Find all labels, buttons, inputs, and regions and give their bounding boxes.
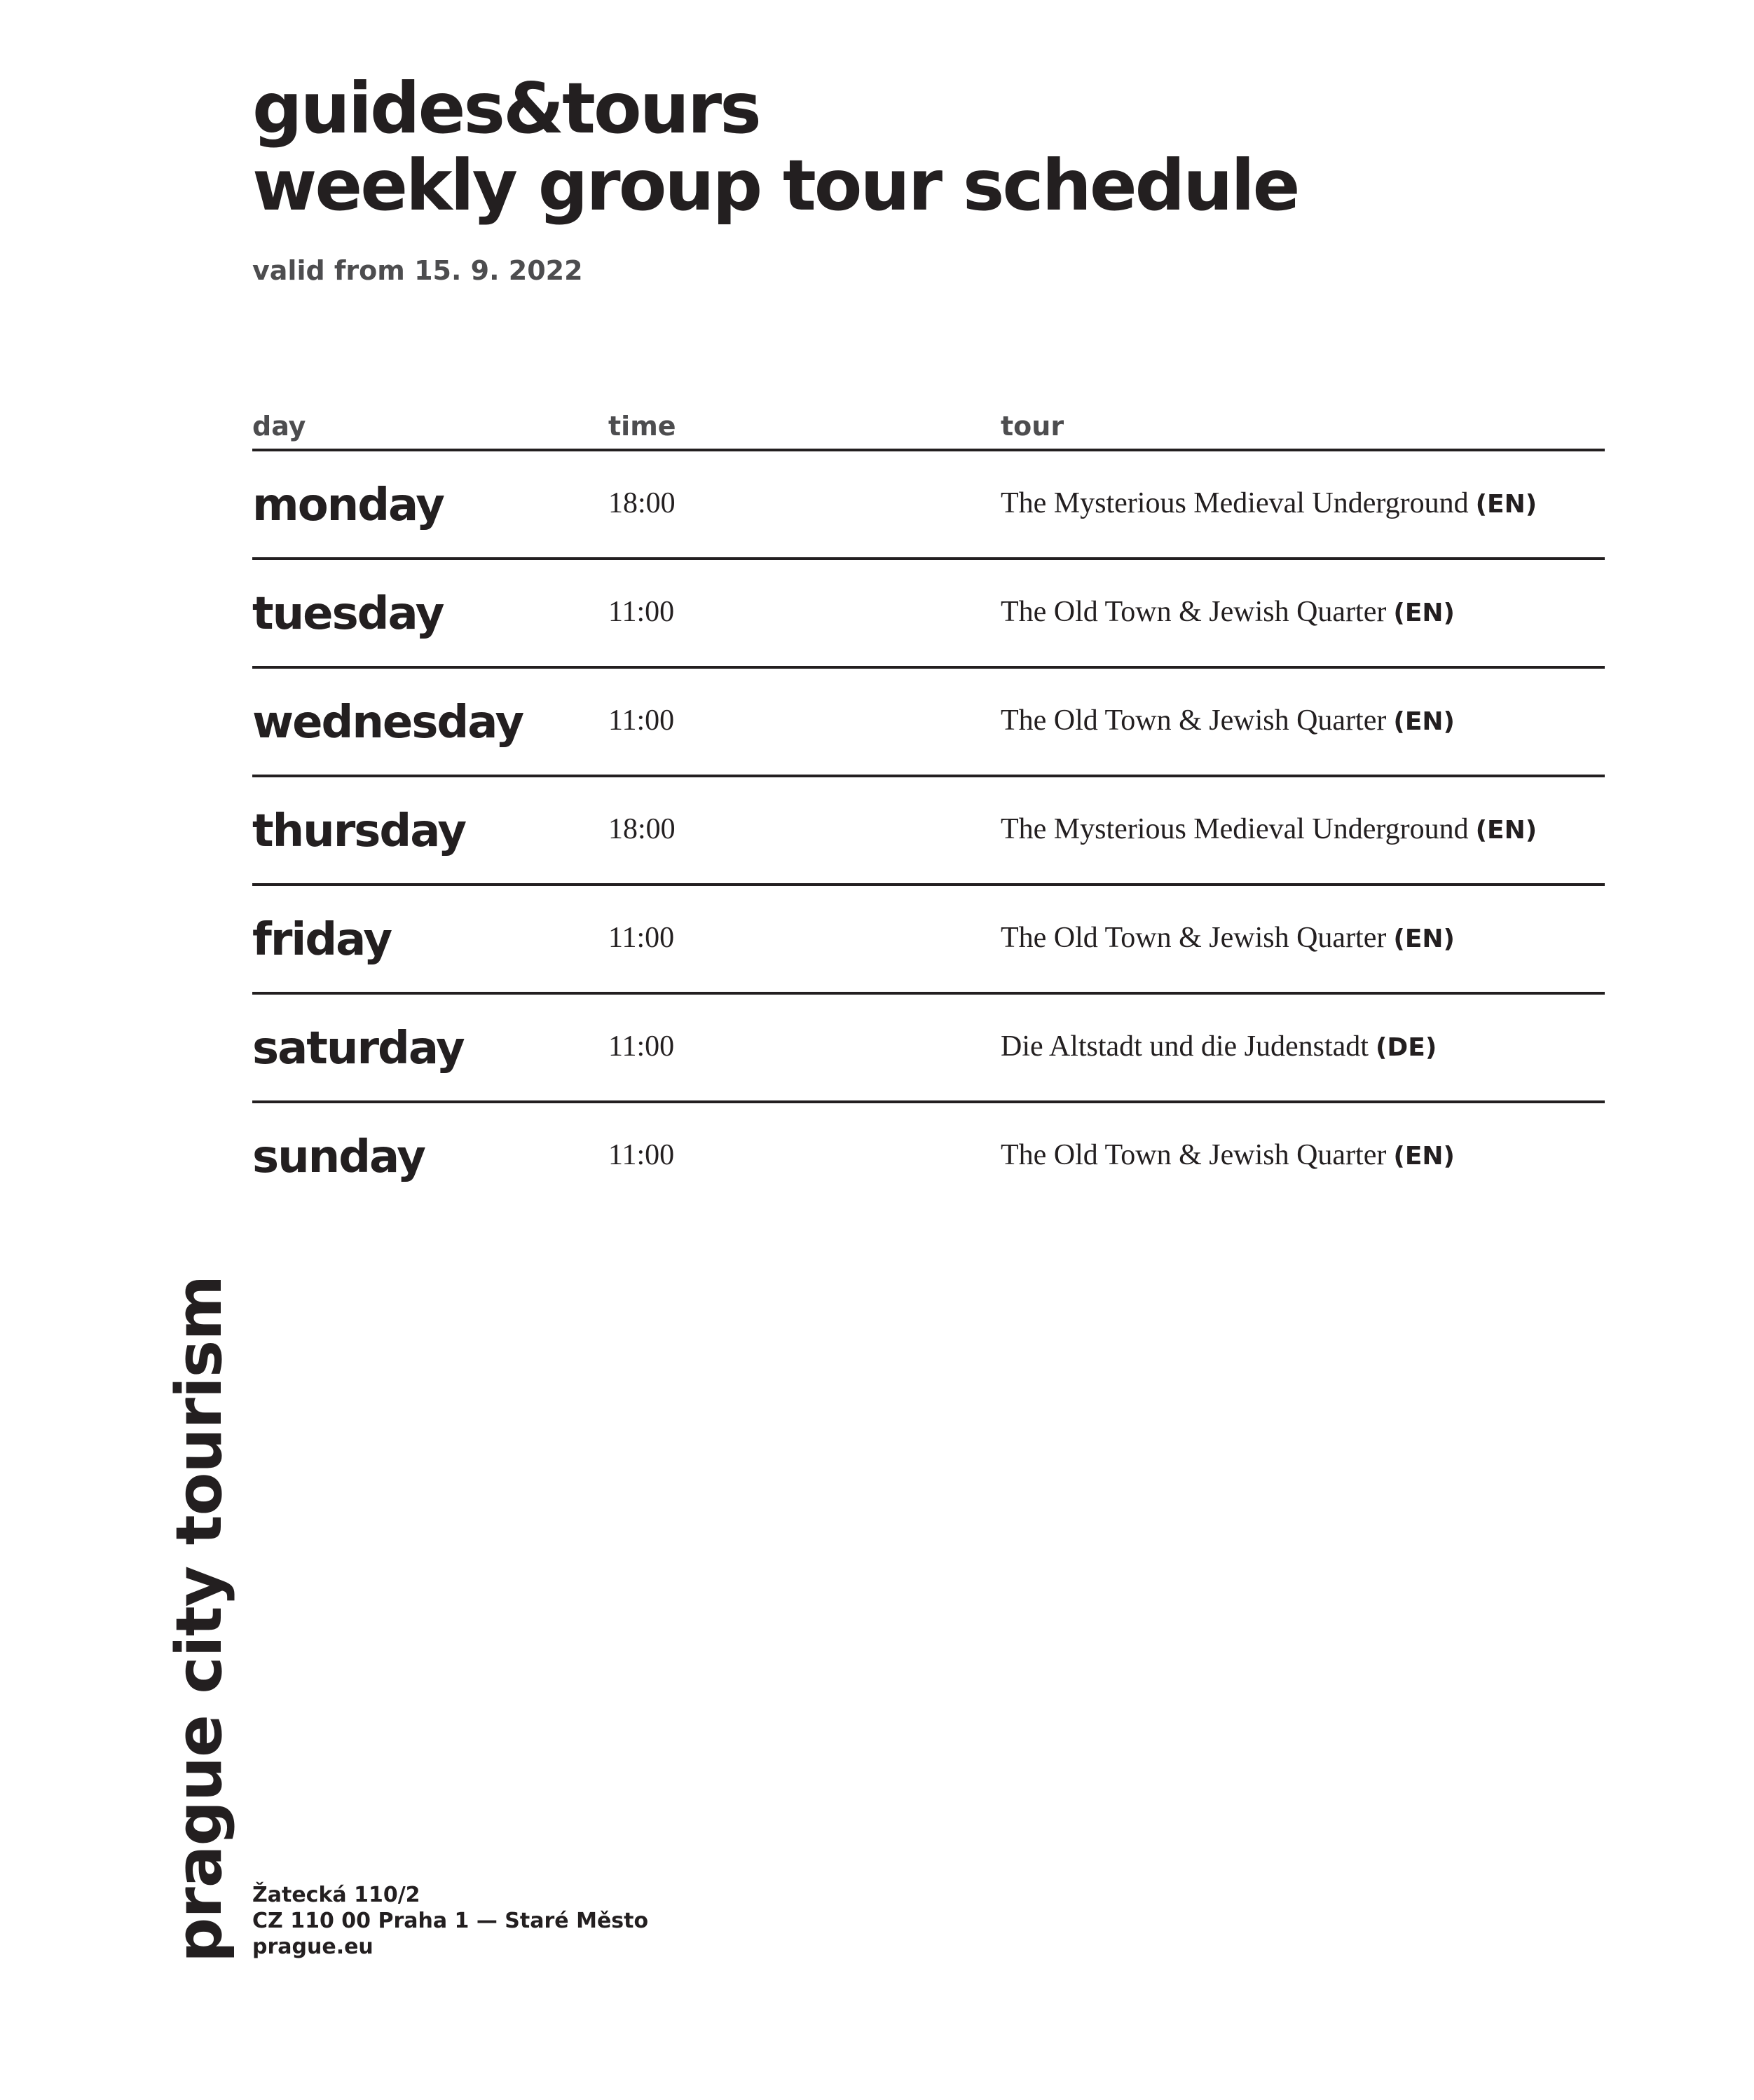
tour-language: (EN) xyxy=(1393,707,1455,736)
tour-language: (EN) xyxy=(1475,490,1537,519)
tour-name: The Old Town & Jewish Quarter xyxy=(1001,1139,1387,1171)
tour-language: (EN) xyxy=(1393,925,1455,953)
table-row xyxy=(252,777,1605,886)
time-cell: 11:00 xyxy=(608,922,675,954)
brand-wordmark: prague city tourism xyxy=(163,1275,236,1963)
tour-name: The Mysterious Medieval Underground xyxy=(1001,813,1469,845)
time-cell: 11:00 xyxy=(608,1139,675,1171)
table-header xyxy=(252,403,1605,451)
tour-language: (EN) xyxy=(1393,599,1455,627)
column-header-day: day xyxy=(252,411,306,442)
column-header-tour: tour xyxy=(1001,411,1064,442)
tour-cell xyxy=(1001,595,1455,629)
column-header-time: time xyxy=(608,411,676,442)
page-title: weekly group tour schedule xyxy=(252,144,1299,226)
tour-name: Die Altstadt und die Judenstadt xyxy=(1001,1030,1369,1063)
tour-cell xyxy=(1001,486,1537,520)
day-cell: monday xyxy=(252,479,444,531)
time-cell: 18:00 xyxy=(608,487,676,519)
day-cell: thursday xyxy=(252,805,466,857)
table-row xyxy=(252,669,1605,777)
address-street: Žatecká 110/2 xyxy=(252,1883,420,1907)
tour-language: (DE) xyxy=(1375,1033,1437,1062)
time-cell: 18:00 xyxy=(608,813,676,845)
tour-name: The Old Town & Jewish Quarter xyxy=(1001,922,1387,954)
time-cell: 11:00 xyxy=(608,704,675,737)
table-row xyxy=(252,560,1605,669)
schedule-table xyxy=(252,403,1605,1209)
table-row xyxy=(252,995,1605,1103)
valid-from-date: valid from 15. 9. 2022 xyxy=(252,255,583,286)
page-title-brand: guides&tours xyxy=(252,67,760,149)
tour-name: The Mysterious Medieval Underground xyxy=(1001,487,1469,519)
tour-language: (EN) xyxy=(1475,816,1537,845)
time-cell: 11:00 xyxy=(608,1030,675,1063)
table-row xyxy=(252,1103,1605,1209)
time-cell: 11:00 xyxy=(608,596,675,628)
tour-language: (EN) xyxy=(1393,1142,1455,1171)
tour-name: The Old Town & Jewish Quarter xyxy=(1001,596,1387,628)
tour-cell xyxy=(1001,812,1537,846)
day-cell: saturday xyxy=(252,1023,464,1075)
tour-cell xyxy=(1001,1030,1437,1063)
day-cell: sunday xyxy=(252,1131,425,1183)
table-row xyxy=(252,886,1605,995)
tour-cell xyxy=(1001,921,1455,955)
day-cell: tuesday xyxy=(252,588,444,640)
page-header xyxy=(252,67,1299,286)
day-cell: friday xyxy=(252,914,392,966)
tour-cell xyxy=(1001,1138,1455,1172)
address-city: CZ 110 00 Praha 1 — Staré Město xyxy=(252,1909,649,1933)
table-row xyxy=(252,451,1605,560)
tour-cell xyxy=(1001,704,1455,737)
address-block xyxy=(252,1882,648,1960)
website-link: prague.eu xyxy=(252,1935,374,1959)
day-cell: wednesday xyxy=(252,697,523,749)
tour-name: The Old Town & Jewish Quarter xyxy=(1001,704,1387,737)
